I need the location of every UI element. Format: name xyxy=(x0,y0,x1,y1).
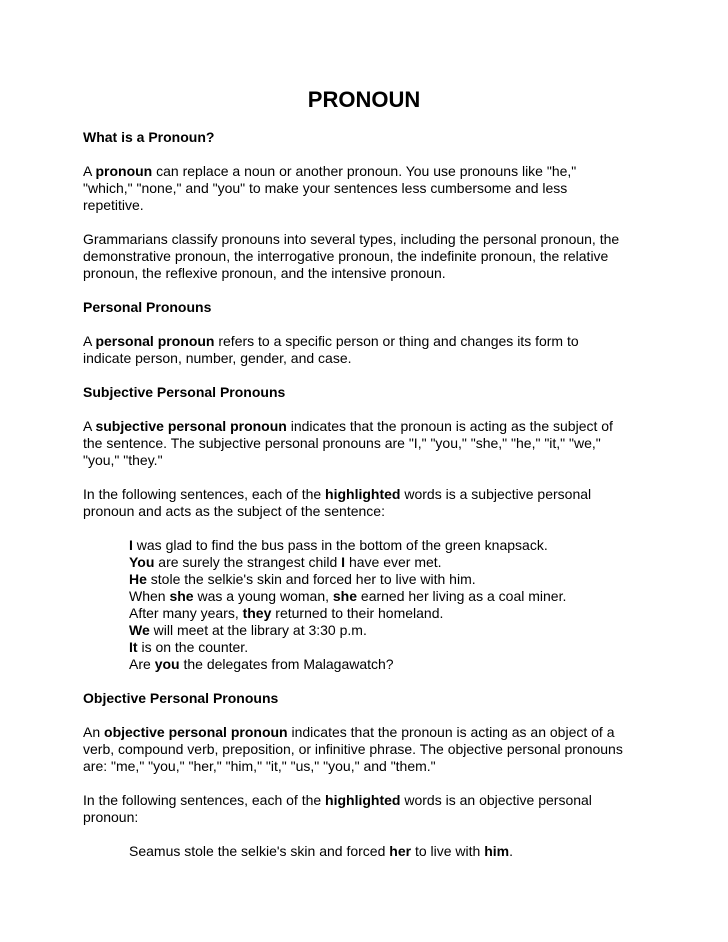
example-sentence: I was glad to find the bus pass in the bottom of the green knapsack. xyxy=(129,537,548,553)
paragraph-subjective: A subjective personal pronoun indicates that the pronoun is acting as the subject of xyxy=(83,418,613,434)
heading-objective: Objective Personal Pronouns xyxy=(83,690,279,706)
term-pronoun: pronoun xyxy=(95,163,153,179)
example-sentence: Seamus stole the selkie's skin and forced her to live with him. xyxy=(129,843,513,859)
heading-personal-pronouns: Personal Pronouns xyxy=(83,299,212,315)
example-sentence: After many years, they returned to their homeland. xyxy=(129,605,444,621)
example-sentence: You are surely the strangest child I have ever met. xyxy=(129,554,442,570)
paragraph-objective: An objective personal pronoun indicates that the pronoun is acting as an object of a xyxy=(83,724,615,740)
example-sentence: He stole the selkie's skin and forced her to live with him. xyxy=(129,571,476,587)
example-sentence: When she was a young woman, she earned her living as a coal miner. xyxy=(129,588,567,604)
term-subjective-pronoun: subjective personal pronoun xyxy=(95,418,287,434)
paragraph-subjective-intro: In the following sentences, each of the highlighted words is a subjective personal xyxy=(83,486,592,502)
term-personal-pronoun: personal pronoun xyxy=(95,333,215,349)
heading-subjective: Subjective Personal Pronouns xyxy=(83,384,286,400)
document-body: What is a Pronoun? A pronoun can replace a noun or another pronoun. You use pronouns like "he," "which," "none," and "you" to make your sentences less cumbersome and less repetitive. Grammarians classify pronouns into several types, including the personal pronoun, the demonstrative pronoun, the interrogative pronoun, the indefinite pronoun, the relative pronoun, the reflexive pronoun, and the intensive pronoun. Personal Pronouns A personal pronoun refers to a specific person or thing and changes its form to indicate person, number, gender, and case. Subjective Personal Pronouns A subjective personal pronoun indicates that the pronoun is acting as the subject of the sentence. The subjective personal pronouns are "I," "you," "she," "he," "it," "we," "you," "they." In the following sentences, each of the highlighted words is a subjective personal pronoun and acts as the subject of the sentence: I was glad to find the bus pass in the bottom of the green knapsack. You are surely the strangest child I have ever met. He stole the selkie's skin and forced her to live with him. When she was a young woman, she earned her living as a coal miner. After many years, they returned to their homeland. We will meet at the library at 3:30 p.m. It is on the counter. Are you the delegates from Malagawatch? Objective Personal Pronouns An objective personal pronoun indicates that the pronoun is acting as an object of a verb, compound verb, preposition, or infinitive phrase. The objective personal pronouns are: "me," "you," "her," "him," "it," "us," "you," and "them." In the following sentences, each of the highlighted words is an objective personal pronoun: Seamus stole the selkie's skin and forced her to live with him. xyxy=(83,129,663,860)
example-sentence: Are you the delegates from Malagawatch? xyxy=(129,656,394,672)
subjective-examples xyxy=(83,537,663,673)
example-sentence: It is on the counter. xyxy=(129,639,249,655)
paragraph-types: Grammarians classify pronouns into several types, including the personal pronoun, the xyxy=(83,231,620,247)
objective-examples xyxy=(83,843,663,860)
example-sentence: We will meet at the library at 3:30 p.m. xyxy=(129,622,367,638)
paragraph-objective-intro: In the following sentences, each of the highlighted words is an objective personal xyxy=(83,792,592,808)
heading-what-is-pronoun: What is a Pronoun? xyxy=(83,129,215,145)
paragraph-definition: A pronoun can replace a noun or another pronoun. You use pronouns like "he," xyxy=(83,163,577,179)
paragraph-personal: A personal pronoun refers to a specific person or thing and changes its form to xyxy=(83,333,579,349)
page-title: PRONOUN xyxy=(307,87,421,112)
term-objective-pronoun: objective personal pronoun xyxy=(104,724,288,740)
